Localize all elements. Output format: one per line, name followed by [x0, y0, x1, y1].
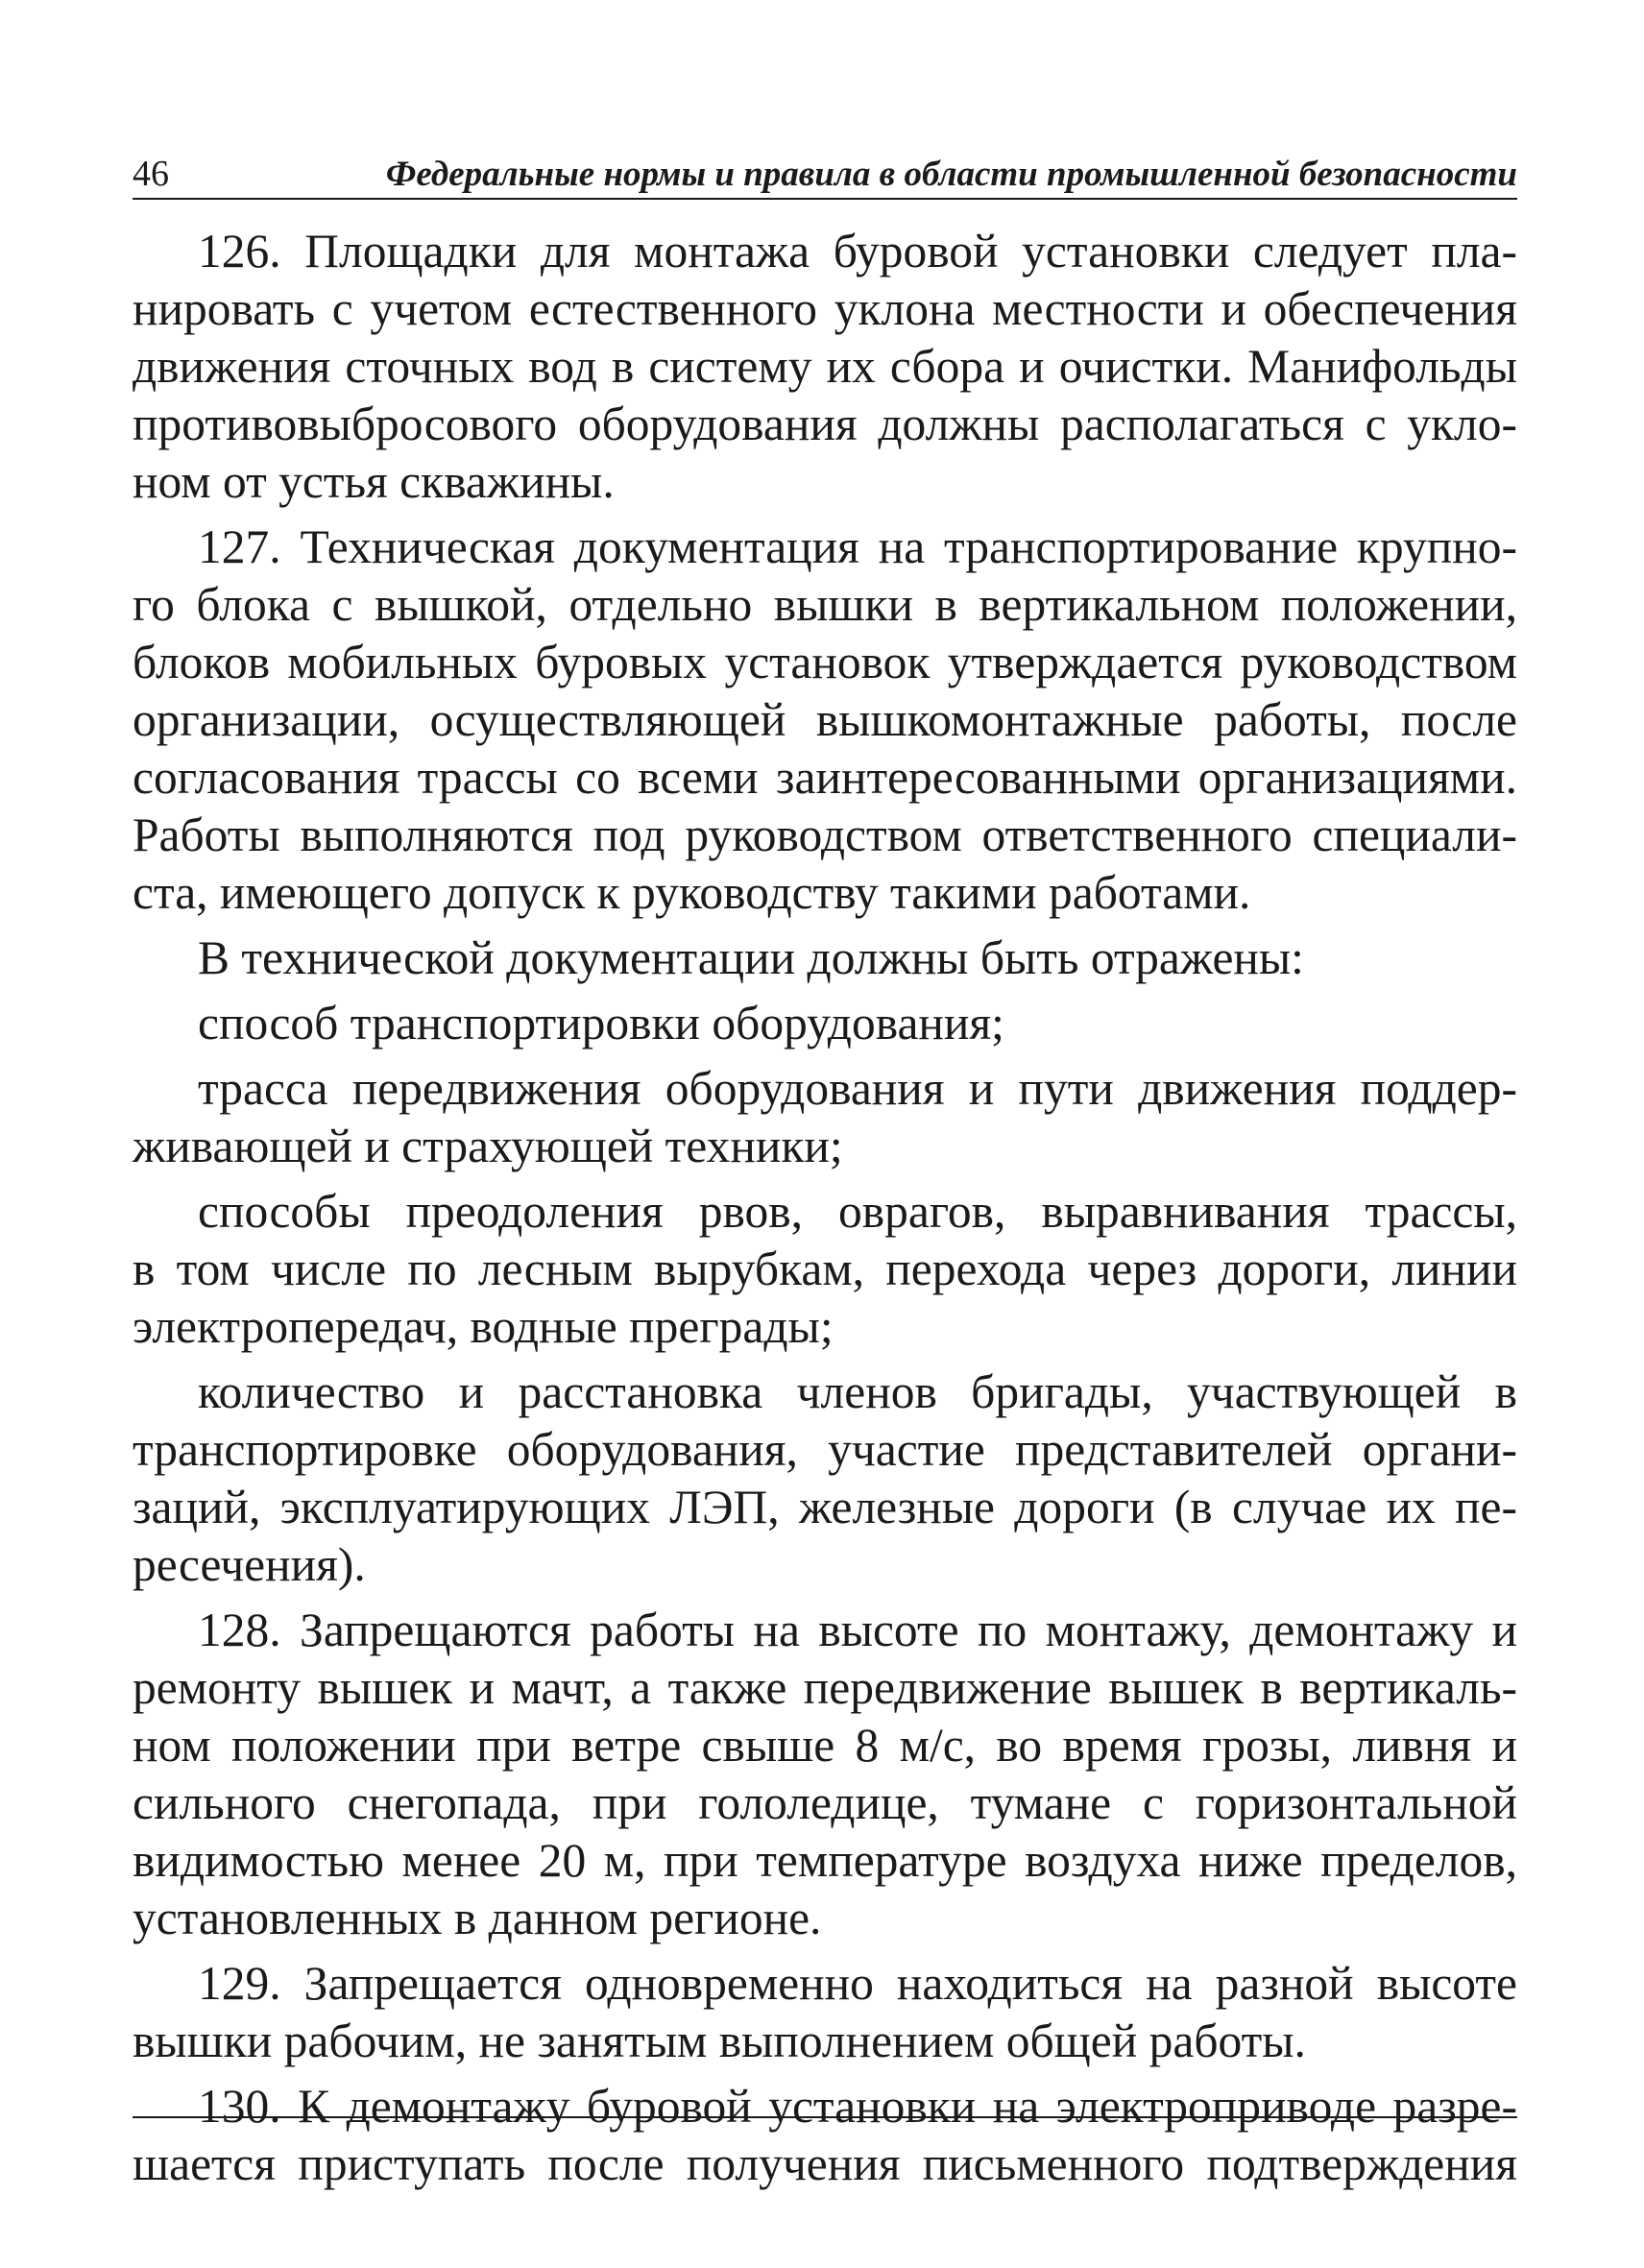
text-line: трасса передвижения оборудования и пути движения поддер-	[198, 1062, 1517, 1115]
paragraph	[133, 995, 1517, 1052]
text-line: нировать с учетом естественного уклона местности и обеспечения	[133, 282, 1517, 335]
page-header	[133, 144, 1517, 200]
paragraph	[133, 1363, 1517, 1594]
paragraph	[133, 2078, 1517, 2193]
text-line: ном положении при ветре свыше 8 м/с, во время грозы, ливня и	[133, 1719, 1517, 1772]
text-line: способ транспортировки оборудования;	[198, 997, 1004, 1050]
running-title: Федеральные нормы и правила в области промышленной безопасности	[385, 155, 1517, 194]
paragraph	[133, 1602, 1517, 1947]
text-line: 128. Запрещаются работы на высоте по монтажу, демонтажу и	[198, 1604, 1517, 1656]
page-number: 46	[133, 154, 169, 194]
text-line: ресечения).	[133, 1538, 366, 1591]
text-line: 126. Площадки для монтажа буровой установки следует пла-	[198, 225, 1517, 277]
text-line: количество и расстановка членов бригады, участвующей в	[198, 1365, 1517, 1418]
text-line: шается приступать после получения письменного подтверждения	[133, 2137, 1517, 2190]
text-line: ремонту вышек и мачт, а также передвижение вышек в вертикаль-	[133, 1661, 1517, 1714]
text-line: движения сточных вод в систему их сбора и очистки. Манифольды	[133, 340, 1517, 393]
text-line: в том числе по лесным вырубкам, перехода через дороги, линии	[133, 1243, 1517, 1295]
text-line: сильного снегопада, при гололедице, тумане с горизонтальной	[133, 1776, 1517, 1829]
text-line: 130. К демонтажу буровой установки на электроприводе разре-	[198, 2080, 1517, 2133]
text-line: установленных в данном регионе.	[133, 1892, 822, 1944]
paragraph	[133, 223, 1517, 511]
text-line: ста, имеющего допуск к руководству такими работами.	[133, 866, 1251, 919]
text-line: живающей и страхующей техники;	[133, 1120, 843, 1172]
body-text	[133, 223, 1517, 2201]
text-line: 127. Техническая документация на транспортирование крупно-	[198, 520, 1517, 573]
text-line: заций, эксплуатирующих ЛЭП, железные дороги (в случае их пе-	[133, 1481, 1517, 1533]
text-line: способы преодоления рвов, оврагов, выравнивания трассы,	[198, 1185, 1517, 1238]
footer-rule	[133, 2116, 1517, 2118]
text-line: транспортировке оборудования, участие представителей органи-	[133, 1423, 1517, 1476]
text-line: согласования трассы со всеми заинтересованными организациями.	[133, 751, 1517, 804]
text-line: блоков мобильных буровых установок утверждается руководством	[133, 636, 1517, 688]
text-line: электропередач, водные преграды;	[133, 1300, 834, 1353]
paragraph	[133, 519, 1517, 922]
text-line: ном от устья скважины.	[133, 455, 615, 508]
text-line: В технической документации должны быть отражены:	[198, 931, 1304, 984]
paragraph	[133, 1955, 1517, 2070]
text-line: видимостью менее 20 м, при температуре воздуха ниже пределов,	[133, 1834, 1517, 1887]
text-line: вышки рабочим, не занятым выполнением общей работы.	[133, 2015, 1306, 2067]
text-line: организации, осуществляющей вышкомонтажные работы, после	[133, 693, 1517, 746]
paragraph	[133, 1183, 1517, 1356]
text-line: Работы выполняются под руководством ответственного специали-	[133, 808, 1517, 861]
paragraph	[133, 1060, 1517, 1175]
paragraph	[133, 929, 1517, 987]
text-line: го блока с вышкой, отдельно вышки в вертикальном положении,	[133, 578, 1517, 631]
text-line: 129. Запрещается одновременно находиться на разной высоте	[198, 1957, 1517, 2010]
text-line: противовыбросового оборудования должны располагаться с укло-	[133, 398, 1517, 450]
